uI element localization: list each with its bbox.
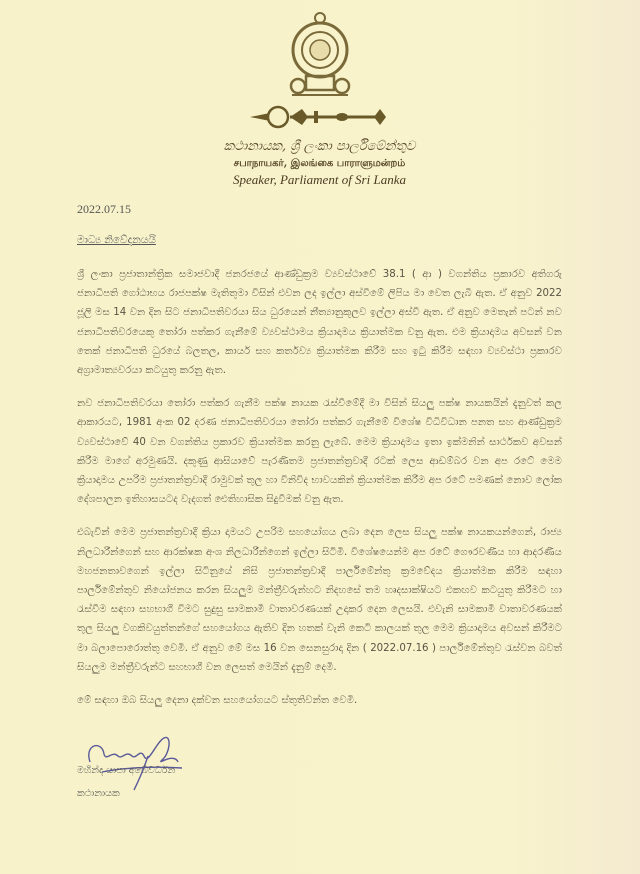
sri-lanka-emblem-icon: [284, 10, 356, 98]
letter-date: 2022.07.15: [77, 202, 131, 216]
body-paragraph: එබැවින් මෙම ප්‍රජාතන්ත්‍රවාදී ක්‍රියා දාමයට උපරිම සහයෝගය ලබා දෙන ලෙස සියලු පක්ෂ නායකයන්ගෙන්, රාජ්‍ය නිලධාරීන්ගෙන් සහ ආරක්ෂක අංශ නිලධාරීන්ගෙන් ඉල්ලා සිටිමි. විශේෂයෙන්ම අප රටේ ගෞරවණීය හා ආදරණීය මහජනතාවගෙන් ඉල්ලා සිටිනුයේ නිසි ප්‍රජාතන්ත්‍රවාදී පාර්ලිමේන්තු ක්‍රමවේදය ක්‍රියාත්මක කිරීම සඳහා පාර්ලිමේන්තුව නියෝජනය කරන සියලුම මන්ත්‍රීවරුන්හට නිදහසේ තම හෘදසාක්ෂියට එකඟව කටයුතු කිරීමට හා රැස්වීම සඳහා සහභාගී වීමට සුදුසු සාමකාමී වාතාවරණයක් උදාකර දෙන ලෙසයි. එවැනි සාමකාමී වාතාවරණයක් තුල සියලු වගකිවයුත්තන්ගේ සහයෝගය ඇතිව දින හතක් වැනි කෙටි කාලයක් තුල මෙම ක්‍රියාදාමය අවසන් කිරීමට මා බලාපොරොත්තු වෙමි. ඒ අනුව මේ මස 16 වන සෙනසුරාදා දින ( 2022.07.16 ) පාර්ලිමේන්තුව රැස්වන බවත් සියලුම මන්ත්‍රීවරුන්ට සහභාගී වන ලෙසත් මෙයින් දැනුම් දෙමි.: [77, 527, 562, 673]
signatory-name: මහින්ද යාපා අබේවර්ධන: [77, 765, 176, 777]
body-paragraph: ශ්‍රී ලංකා ප්‍රජාතාන්ත්‍රික සමාජවාදී ජනරජයේ ආණ්ඩුක්‍රම ව්‍යවස්ථාවේ 38.1 ( ආ ) වගන්තිය ප්‍රකාරව අතිගරු ජනාධිපති ගෝඨාභය රාජපක්ෂ මැතිතුමා විසින් එවන ලද ඉල්ලා අස්වීමේ ලිපිය මා වෙත ලැබී ඇත. ඒ අනුව 2022 ජූලි මස 14 වන දින සිට ජනාධිපතිවරයා සිය ධුරයෙන් නීත්‍යානුකූලව ඉල්ලා අස්වී ඇත. ඒ අනුව මෙතැන් පටන් නව ජනාධිපතිවරයෙකු තෝරා පත්කර ගැනීමේ ව්‍යවස්ථාමය ක්‍රියාදාමය ක්‍රියාත්මක වනු ඇත. එම ක්‍රියාදාමය අවසන් වන තෙක් ජනාධිපති ධුරයේ බලතල, කාර්ය සහ කර්තව්‍ය ක්‍රියාත්මක කිරීම සහ ඉටු කිරීම සඳහා ව්‍යවස්ථා ප්‍රකාරව අග්‍රාමාත්‍යවරයා කටයුතු කරනු ඇත.: [77, 269, 562, 377]
body-paragraph: නව ජනාධිපතිවරයා තෝරා පත්කර ගැනීම පක්ෂ නායක රැස්වීමේදී මා විසින් සියලු පක්ෂ නායකයින් දැනුවත් කල ආකාරයට, 1981 අංක 02 දරණ ජනාධිපතිවරයා තෝරා පත්කර ගැනීමේ විශේෂ විධිවිධාන පනත සහ ආණ්ඩුක්‍රම ව්‍යවස්ථාවේ 40 වන වගන්තිය ප්‍රකාරව ක්‍රියාත්මක කරනු ලැබේ. මෙම ක්‍රියාදාමය ඉතා ඉක්මනින් සාර්ථකව අවසන් කිරීම මාගේ අරමුණයි. දකුණු ආසියාවේ පැරණිතම ප්‍රජාතන්ත්‍රවාදී රටක් ලෙස ආඩම්බර වන අප රටේ මෙම ක්‍රියාදාමය උපරිම ප්‍රජාතන්ත්‍රවාදී රාමුවක් තුල හා විනිවිද භාවයකින් ක්‍රියාත්මක කිරීම අප රටේ පමණක් නොව ලෝක දේශපාලන ඉතිහාසයටද වැදගත් ඓතිහාසික සිදුවීමක් වනු ඇත.: [77, 398, 562, 506]
signatory-title: කථානායක: [77, 788, 120, 800]
handwritten-signature: [82, 732, 192, 792]
letterhead-tamil: சபாநாயகர், இலங்கை பாராளுமன்றம்: [233, 158, 406, 169]
signature-block: [77, 732, 562, 800]
letterhead-english: Speaker, Parliament of Sri Lanka: [233, 172, 406, 187]
letterhead-sinhala: කථානායක, ශ්‍රී ලංකා පාර්ලිමේන්තුව: [223, 139, 416, 154]
speaker-mace-icon: [250, 104, 390, 130]
closing-paragraph: මේ සඳහා ඔබ සියලු දෙනා දක්වන සහයෝගයට ස්තුතිවන්ත වෙමි.: [77, 695, 358, 707]
document-title: මාධ්‍ය නිවේදනයයි: [77, 234, 156, 246]
